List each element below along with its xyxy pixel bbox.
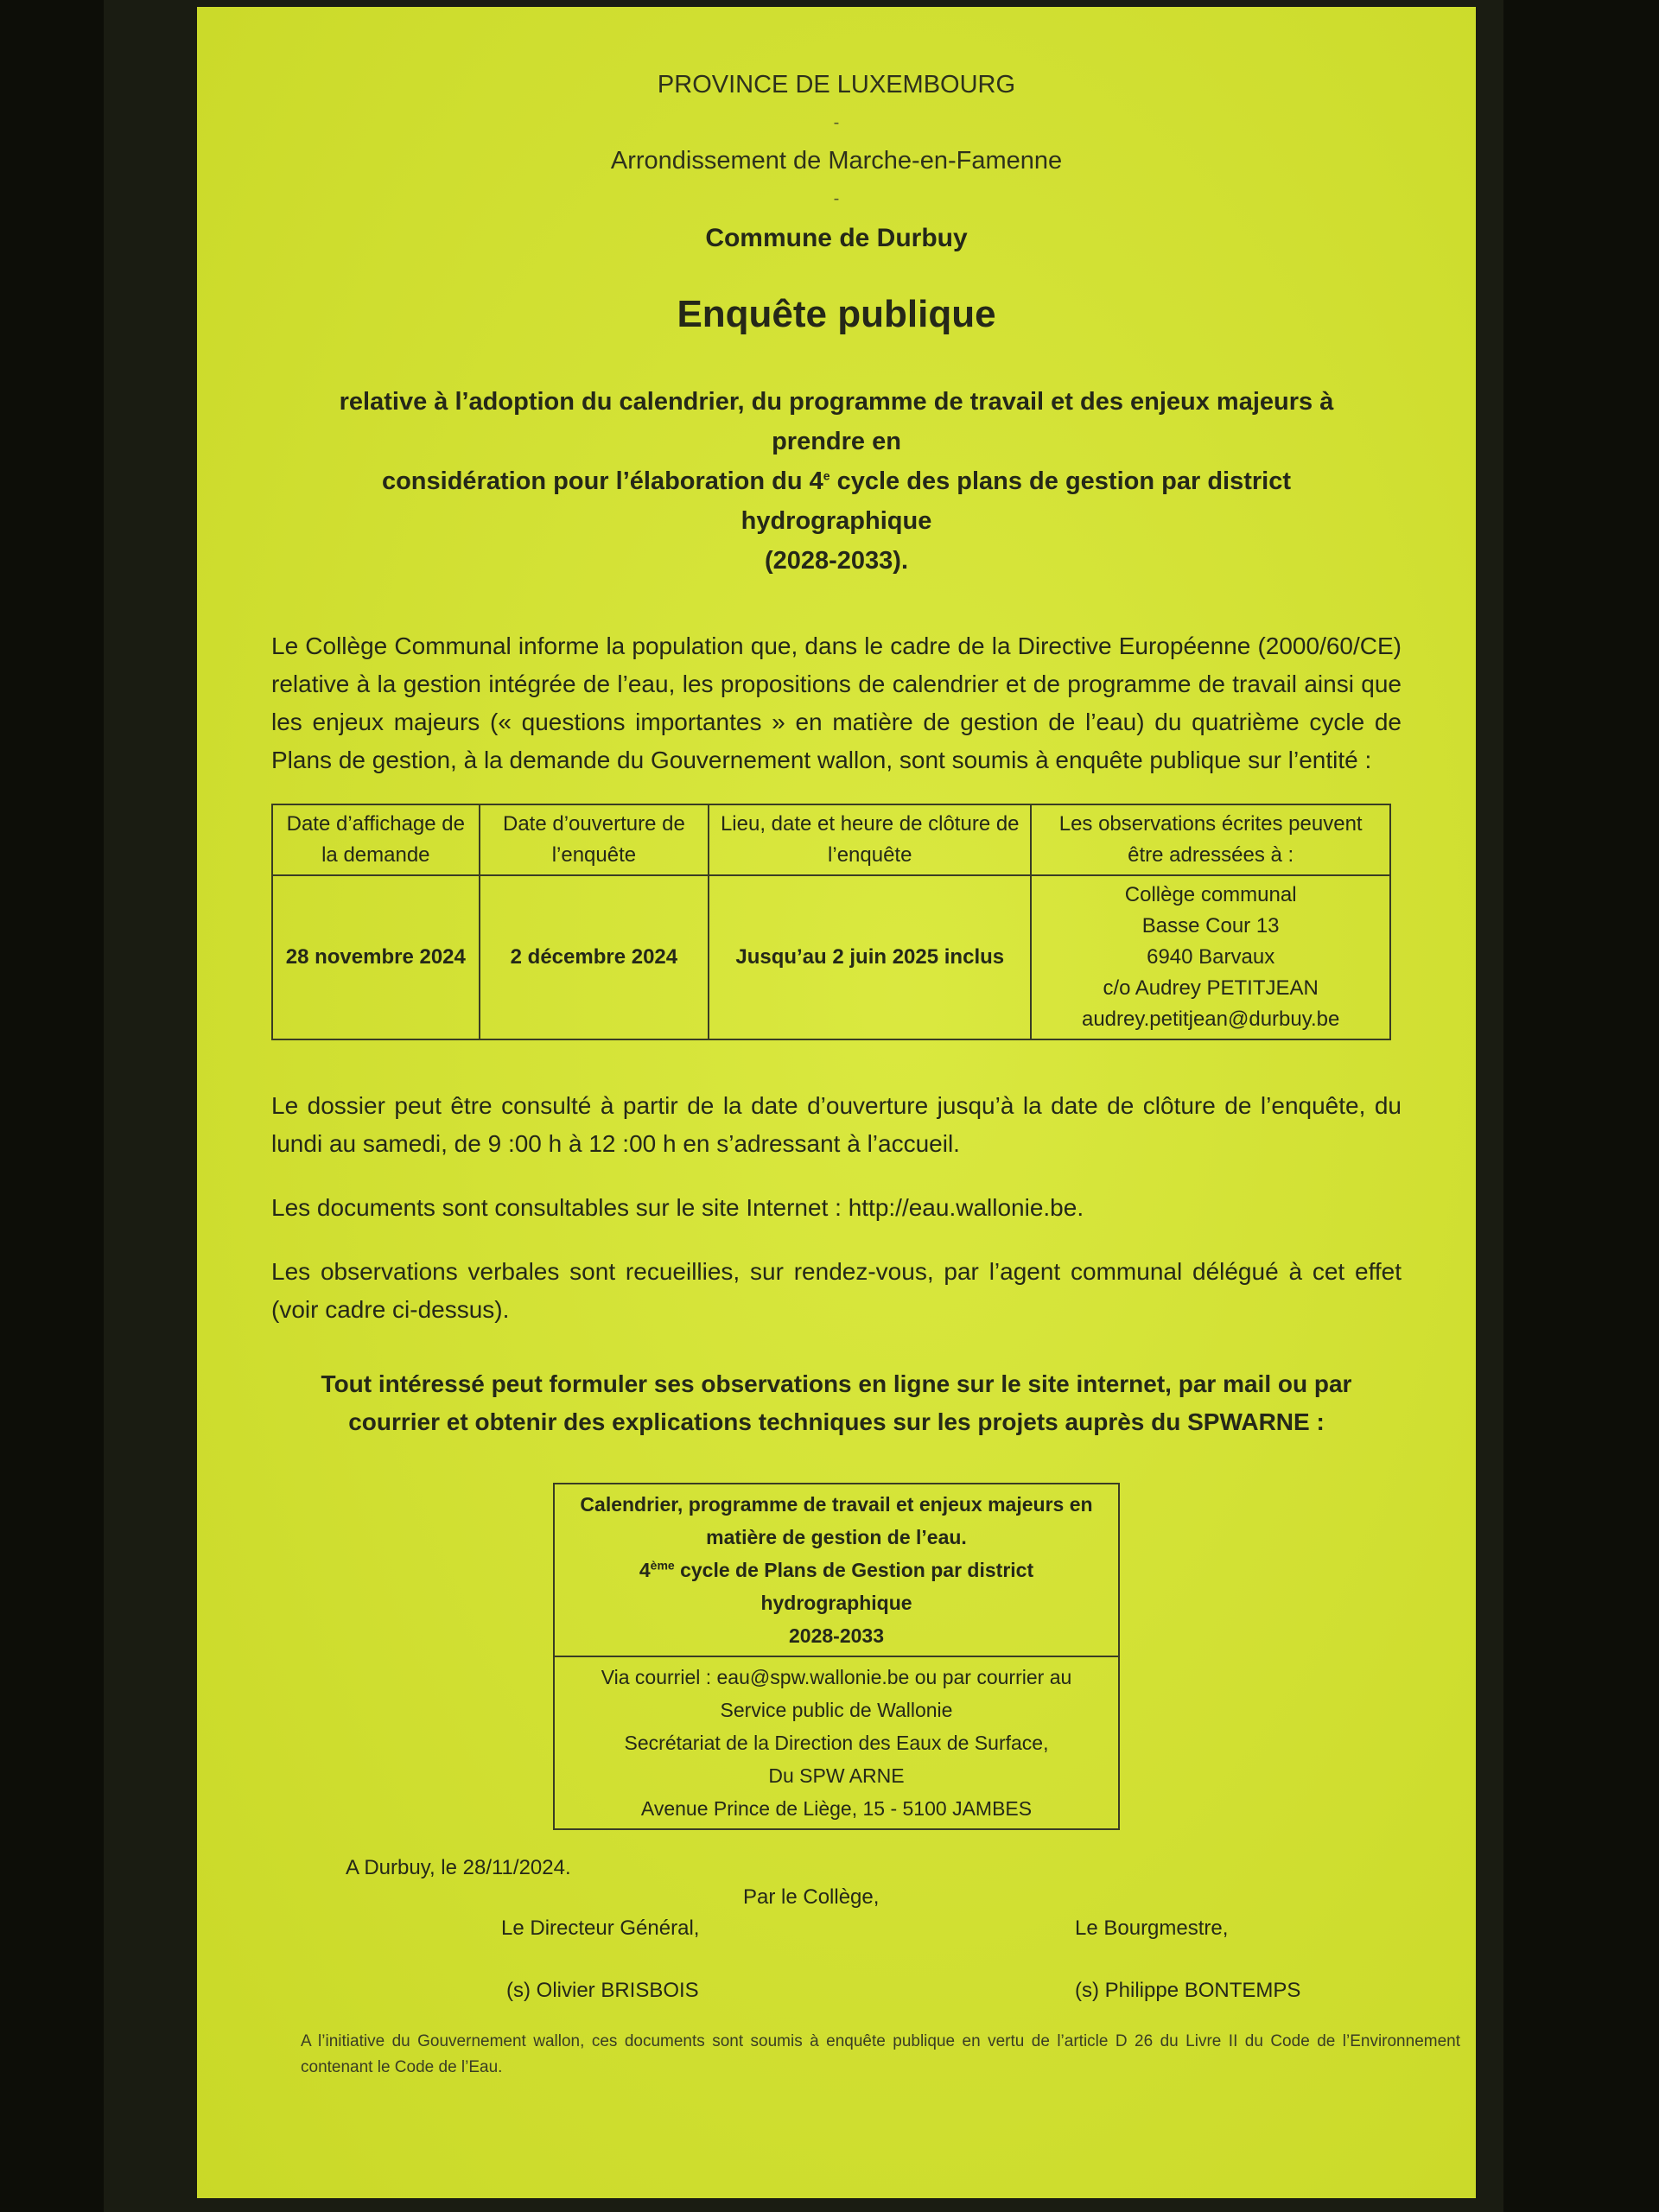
separator: - [833, 189, 840, 208]
spw-contact-line: Secrétariat de la Direction des Eaux de Surface, [624, 1732, 1049, 1754]
spw-contact-line: Du SPW ARNE [768, 1764, 905, 1787]
spw-contact-line: Via courriel : eau@spw.wallonie.be ou par courrier au [601, 1666, 1072, 1688]
subtitle-line: relative à l’adoption du calendrier, du programme de travail et des enjeux majeurs à prendre en [339, 388, 1334, 455]
online-observations-paragraph: Tout intéressé peut formuler ses observations en ligne sur le site internet, par mail ou par courrier et obtenir des explications techniques sur les projets auprès du SPWARNE : [321, 1370, 1352, 1435]
table-row [272, 875, 1390, 1039]
spw-contact-line: Service public de Wallonie [720, 1699, 953, 1721]
spw-title-line: Calendrier, programme de travail et enjeux majeurs en [580, 1493, 1093, 1516]
place-date: A Durbuy, le 28/11/2024. [346, 1856, 571, 1879]
address-line: Collège communal [1124, 883, 1297, 906]
header-ouverture: Date d’ouverture de l’enquête [480, 804, 709, 875]
table-header-row [272, 804, 1390, 875]
page-title: Enquête publique [677, 293, 996, 335]
ordinal-superscript: ème [650, 1558, 675, 1573]
cell-address [1031, 875, 1390, 1039]
spw-box-title-row [554, 1484, 1119, 1656]
notice-sheet [197, 7, 1476, 2198]
spw-title-line: 2028-2033 [789, 1624, 884, 1647]
cell-affichage-date: 28 novembre 2024 [272, 875, 480, 1039]
schedule-table [271, 804, 1391, 1040]
mayor-title: Le Bourgmestre, [1075, 1916, 1229, 1940]
spw-title-line [563, 1554, 1109, 1619]
intro-paragraph: Le Collège Communal informe la population que, dans le cadre de la Directive Européenne (2000/60/CE) relative à la gestion intégrée de l’eau, les propositions de calendrier et de programme de travail ainsi que les enjeux majeurs (« questions importantes » en matière de gestion de l’eau) du quatrième cycle de Plans de gestion, à la demande du Gouvernement wallon, sont soumis à enquête publique sur l’entité : [271, 632, 1402, 773]
province-heading: PROVINCE DE LUXEMBOURG [657, 71, 1016, 99]
subtitle-line: (2028-2033). [764, 547, 909, 575]
director-name: (s) Olivier BRISBOIS [506, 1979, 699, 2002]
legal-footnote: A l’initiative du Gouvernement wallon, ces documents sont soumis à enquête publique en vertu de l’article D 26 du Livre II du Code de l’Environnement contenant le Code de l’Eau. [301, 2032, 1460, 2076]
header-cloture: Lieu, date et heure de clôture de l’enquête [709, 804, 1031, 875]
spw-contact-line: Avenue Prince de Liège, 15 - 5100 JAMBES [640, 1797, 1033, 1820]
subtitle [323, 382, 1350, 581]
address-line: 6940 Barvaux [1147, 945, 1275, 969]
commune-heading: Commune de Durbuy [705, 224, 968, 252]
director-title: Le Directeur Général, [501, 1916, 700, 1940]
cell-ouverture-date: 2 décembre 2024 [480, 875, 709, 1039]
consultation-paragraph: Le dossier peut être consulté à partir de la date d’ouverture jusqu’à la date de clôture de l’enquête, du lundi au samedi, de 9 :00 h à 12 :00 h en s’adressant à l’accueil. [271, 1092, 1402, 1157]
spw-box-title [554, 1484, 1119, 1656]
spw-title-text: 4 [639, 1559, 651, 1581]
website-paragraph: Les documents sont consultables sur le site Internet : http://eau.wallonie.be. [271, 1194, 1084, 1221]
header-affichage: Date d’affichage de la demande [272, 804, 480, 875]
address-line: c/o Audrey PETITJEAN [1103, 976, 1319, 1000]
cell-cloture-date: Jusqu’au 2 juin 2025 inclus [709, 875, 1031, 1039]
spw-box-contact-row [554, 1656, 1119, 1829]
spw-contact-box [553, 1483, 1120, 1830]
spw-box-contact [554, 1656, 1119, 1829]
subtitle-text: cycle des plans de gestion par district hydrographique [741, 467, 1292, 535]
spw-title-text: cycle de Plans de Gestion par district hydrographique [674, 1559, 1034, 1614]
arrondissement-heading: Arrondissement de Marche-en-Famenne [610, 147, 1063, 175]
signature-block [271, 1856, 1402, 2029]
header-observations: Les observations écrites peuvent être adressées à : [1031, 804, 1390, 875]
ordinal-superscript: e [823, 468, 830, 483]
subtitle-line [323, 461, 1350, 541]
by-college: Par le Collège, [743, 1885, 880, 1909]
spw-title-line: matière de gestion de l’eau. [706, 1526, 967, 1548]
verbal-observations-paragraph: Les observations verbales sont recueillies, sur rendez-vous, par l’agent communal délégué à cet effet (voir cadre ci-dessus). [271, 1258, 1402, 1323]
address-line: Basse Cour 13 [1141, 914, 1280, 938]
contact-email: audrey.petitjean@durbuy.be [1081, 1007, 1340, 1031]
subtitle-text: considération pour l’élaboration du 4 [381, 467, 823, 495]
mayor-name: (s) Philippe BONTEMPS [1075, 1979, 1301, 2002]
separator: - [833, 113, 840, 132]
